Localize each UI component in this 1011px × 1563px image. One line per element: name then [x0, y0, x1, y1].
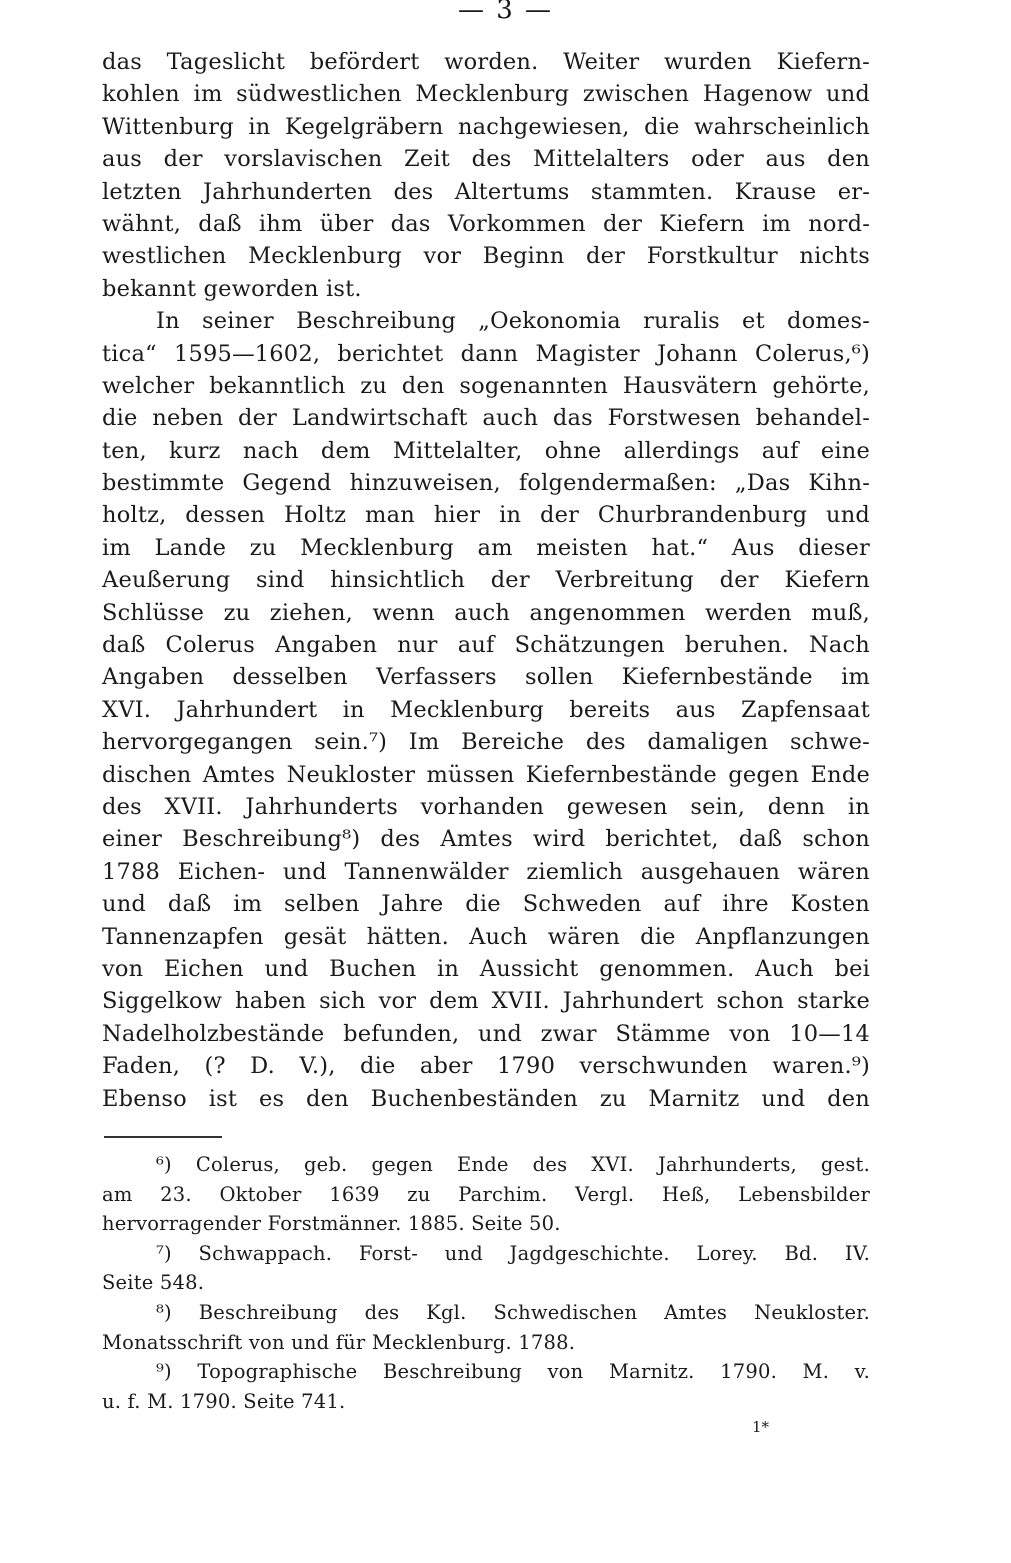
footnote-line: Seite 548.: [102, 1271, 205, 1295]
footnote-line: ⁸) Beschreibung des Kgl. Schwedischen Amtes Neukloster.: [156, 1300, 870, 1324]
text-line: Tannenzapfen gesät hätten. Auch wären die Anpflanzungen: [102, 923, 870, 950]
text-line: ten, kurz nach dem Mittelalter, ohne allerdings auf eine: [102, 437, 870, 464]
text-line: Nadelholzbestände befunden, und zwar Stämme von 10—14: [102, 1020, 870, 1047]
text-line: holtz, dessen Holtz man hier in der Churbrandenburg und: [102, 502, 870, 529]
text-line: welcher bekanntlich zu den sogenannten Hausvätern gehörte,: [102, 372, 870, 399]
text-line: 1788 Eichen- und Tannenwälder ziemlich ausgehauen wären: [102, 858, 870, 885]
text-line: kohlen im südwestlichen Mecklenburg zwischen Hagenow und: [102, 81, 870, 108]
text-line: XVI. Jahrhundert in Mecklenburg bereits aus Zapfensaat: [102, 696, 870, 723]
text-line: wähnt, daß ihm über das Vorkommen der Kiefern im nord-: [102, 210, 870, 237]
text-line: westlichen Mecklenburg vor Beginn der Forstkultur nichts: [102, 243, 870, 270]
text-line: tica“ 1595—1602, berichtet dann Magister Johann Colerus,⁶): [102, 340, 870, 367]
text-line: Faden, (? D. V.), die aber 1790 verschwunden waren.⁹): [102, 1053, 870, 1080]
footnote-line: ⁶) Colerus, geb. gegen Ende des XVI. Jahrhunderts, gest.: [156, 1153, 870, 1176]
text-line: Ebenso ist es den Buchenbeständen zu Marnitz und den: [102, 1085, 870, 1112]
text-line: einer Beschreibung⁸) des Amtes wird berichtet, daß schon: [102, 826, 870, 853]
page-number: — 3 —: [457, 0, 554, 25]
text-line: Schlüsse zu ziehen, wenn auch angenommen werden muß,: [102, 599, 870, 626]
footnote-line: am 23. Oktober 1639 zu Parchim. Vergl. Heß, Lebensbilder: [102, 1182, 870, 1206]
main-text: [102, 46, 870, 1115]
text-line: daß Colerus Angaben nur auf Schätzungen beruhen. Nach: [102, 632, 870, 659]
text-line: das Tageslicht befördert worden. Weiter wurden Kiefern-: [102, 49, 870, 75]
footnote-line: u. f. M. 1790. Seite 741.: [102, 1389, 346, 1413]
footnote-separator: [104, 1136, 222, 1138]
footnote-line: ⁹) Topographische Beschreibung von Marnitz. 1790. M. v.: [156, 1360, 870, 1384]
text-line: und daß im selben Jahre die Schweden auf ihre Kosten: [102, 891, 870, 918]
text-line: Wittenburg in Kegelgräbern nachgewiesen, die wahrscheinlich: [102, 113, 870, 140]
text-line: von Eichen und Buchen in Aussicht genommen. Auch bei: [102, 955, 870, 982]
signature-mark: 1*: [752, 1418, 770, 1436]
text-line: Aeußerung sind hinsichtlich der Verbreitung der Kiefern: [102, 567, 870, 594]
text-line: des XVII. Jahrhunderts vorhanden gewesen sein, denn in: [102, 793, 870, 820]
text-line: die neben der Landwirtschaft auch das Forstwesen behandel-: [102, 405, 870, 432]
text-line: In seiner Beschreibung „Oekonomia ruralis et domes-: [156, 308, 870, 335]
footnote-line: Monatsschrift von und für Mecklenburg. 1788.: [102, 1330, 576, 1354]
footnote-line: hervorragender Forstmänner. 1885. Seite 50.: [102, 1212, 561, 1236]
text-line: dischen Amtes Neukloster müssen Kiefernbestände gegen Ende: [102, 761, 870, 788]
text-line: hervorgegangen sein.⁷) Im Bereiche des damaligen schwe-: [102, 729, 870, 756]
text-line: letzten Jahrhunderten des Altertums stammten. Krause er-: [102, 178, 870, 205]
text-line: aus der vorslavischen Zeit des Mittelalters oder aus den: [102, 146, 870, 173]
text-line: Angaben desselben Verfassers sollen Kiefernbestände im: [102, 664, 870, 691]
text-line: Siggelkow haben sich vor dem XVII. Jahrhundert schon starke: [102, 988, 870, 1015]
text-line: im Lande zu Mecklenburg am meisten hat.“ Aus dieser: [102, 534, 870, 561]
footnote-line: ⁷) Schwappach. Forst- und Jagdgeschichte. Lorey. Bd. IV.: [156, 1241, 870, 1265]
footnotes: [102, 1150, 870, 1416]
text-line: bestimmte Gegend hinzuweisen, folgendermaßen: „Das Kihn-: [102, 470, 870, 497]
text-line: bekannt geworden ist.: [102, 275, 362, 302]
